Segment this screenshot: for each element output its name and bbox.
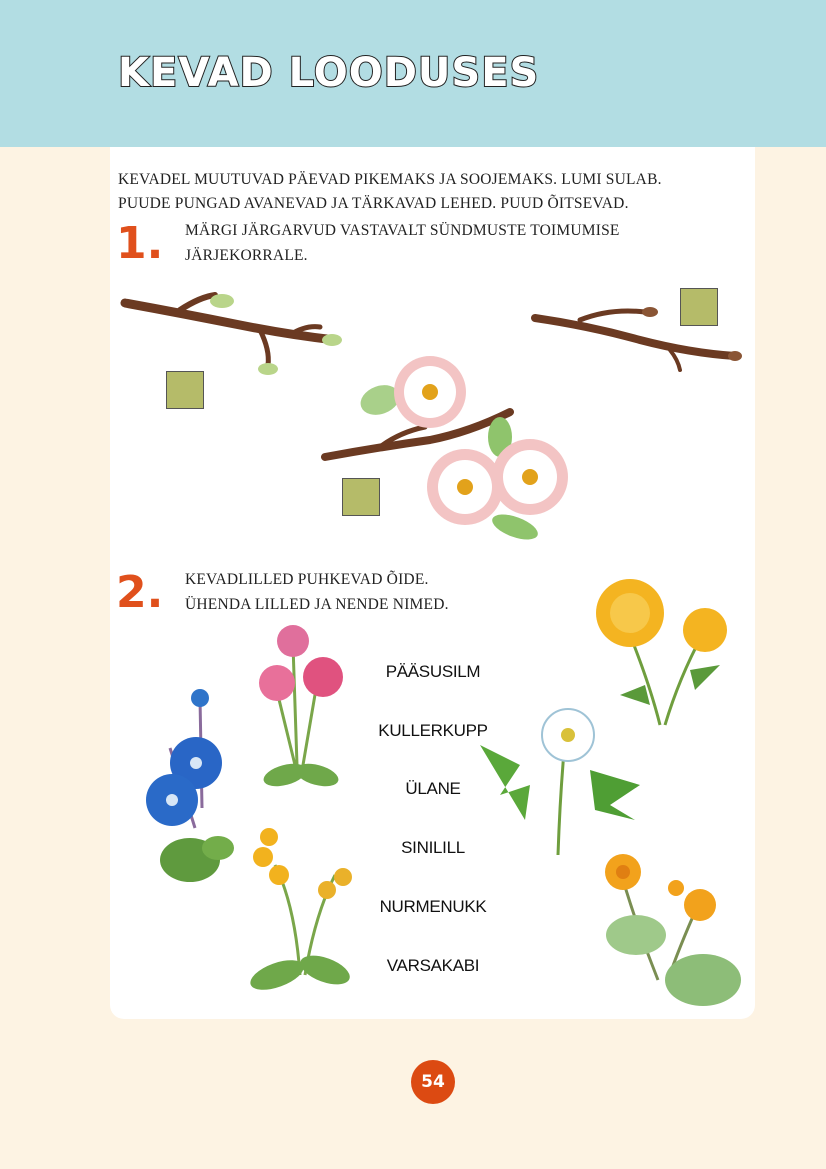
intro-line-2: PUUDE PUNGAD AVANEVAD JA TÄRKAVAD LEHED. PUUD ÕITSEVAD. [118,195,629,212]
order-box-blossoms[interactable] [342,478,380,516]
header-band [0,0,826,147]
blue-flower-illustration[interactable] [140,688,240,888]
flower-name-4[interactable]: SINILILL [401,838,465,857]
task-1-instruction [185,218,705,268]
task-2-number: 2. [116,567,164,618]
branch-buds-illustration [120,285,350,380]
order-box-bare-branch[interactable] [680,288,718,326]
task-2-line-2: ÜHENDA LILLED JA NENDE NIMED. [185,596,449,613]
flower-name-1[interactable]: PÄÄSUSILM [385,662,481,681]
flower-name-2[interactable]: KULLERKUPP [378,721,488,740]
coltsfoot-illustration[interactable] [598,850,748,1015]
flower-name-6[interactable]: VARSAKABI [386,956,480,975]
flower-name-5[interactable]: NURMENUKK [379,897,487,916]
page-number: 54 [411,1060,455,1104]
flower-name-3[interactable]: ÜLANE [405,779,461,798]
intro-line-1: KEVADEL MUUTUVAD PÄEVAD PIKEMAKS JA SOOJEMAKS. LUMI SULAB. [118,171,662,188]
task-1-line-2: JÄRJEKORRALE. [185,247,308,264]
order-box-buds[interactable] [166,371,204,409]
task-2-line-1: KEVADLILLED PUHKEVAD ÕIDE. [185,571,429,588]
white-anemone-illustration[interactable] [470,705,650,860]
page-title: KEVAD LOODUSES [118,50,540,96]
blossom-branch-illustration [320,352,580,547]
pink-flower-illustration[interactable] [255,625,350,800]
yellow-cowslip-illustration[interactable] [245,825,360,1005]
intro-text [118,168,718,216]
task-1-number: 1. [116,218,164,269]
task-1-line-1: MÄRGI JÄRGARVUD VASTAVALT SÜNDMUSTE TOIMUMISE [185,222,620,239]
